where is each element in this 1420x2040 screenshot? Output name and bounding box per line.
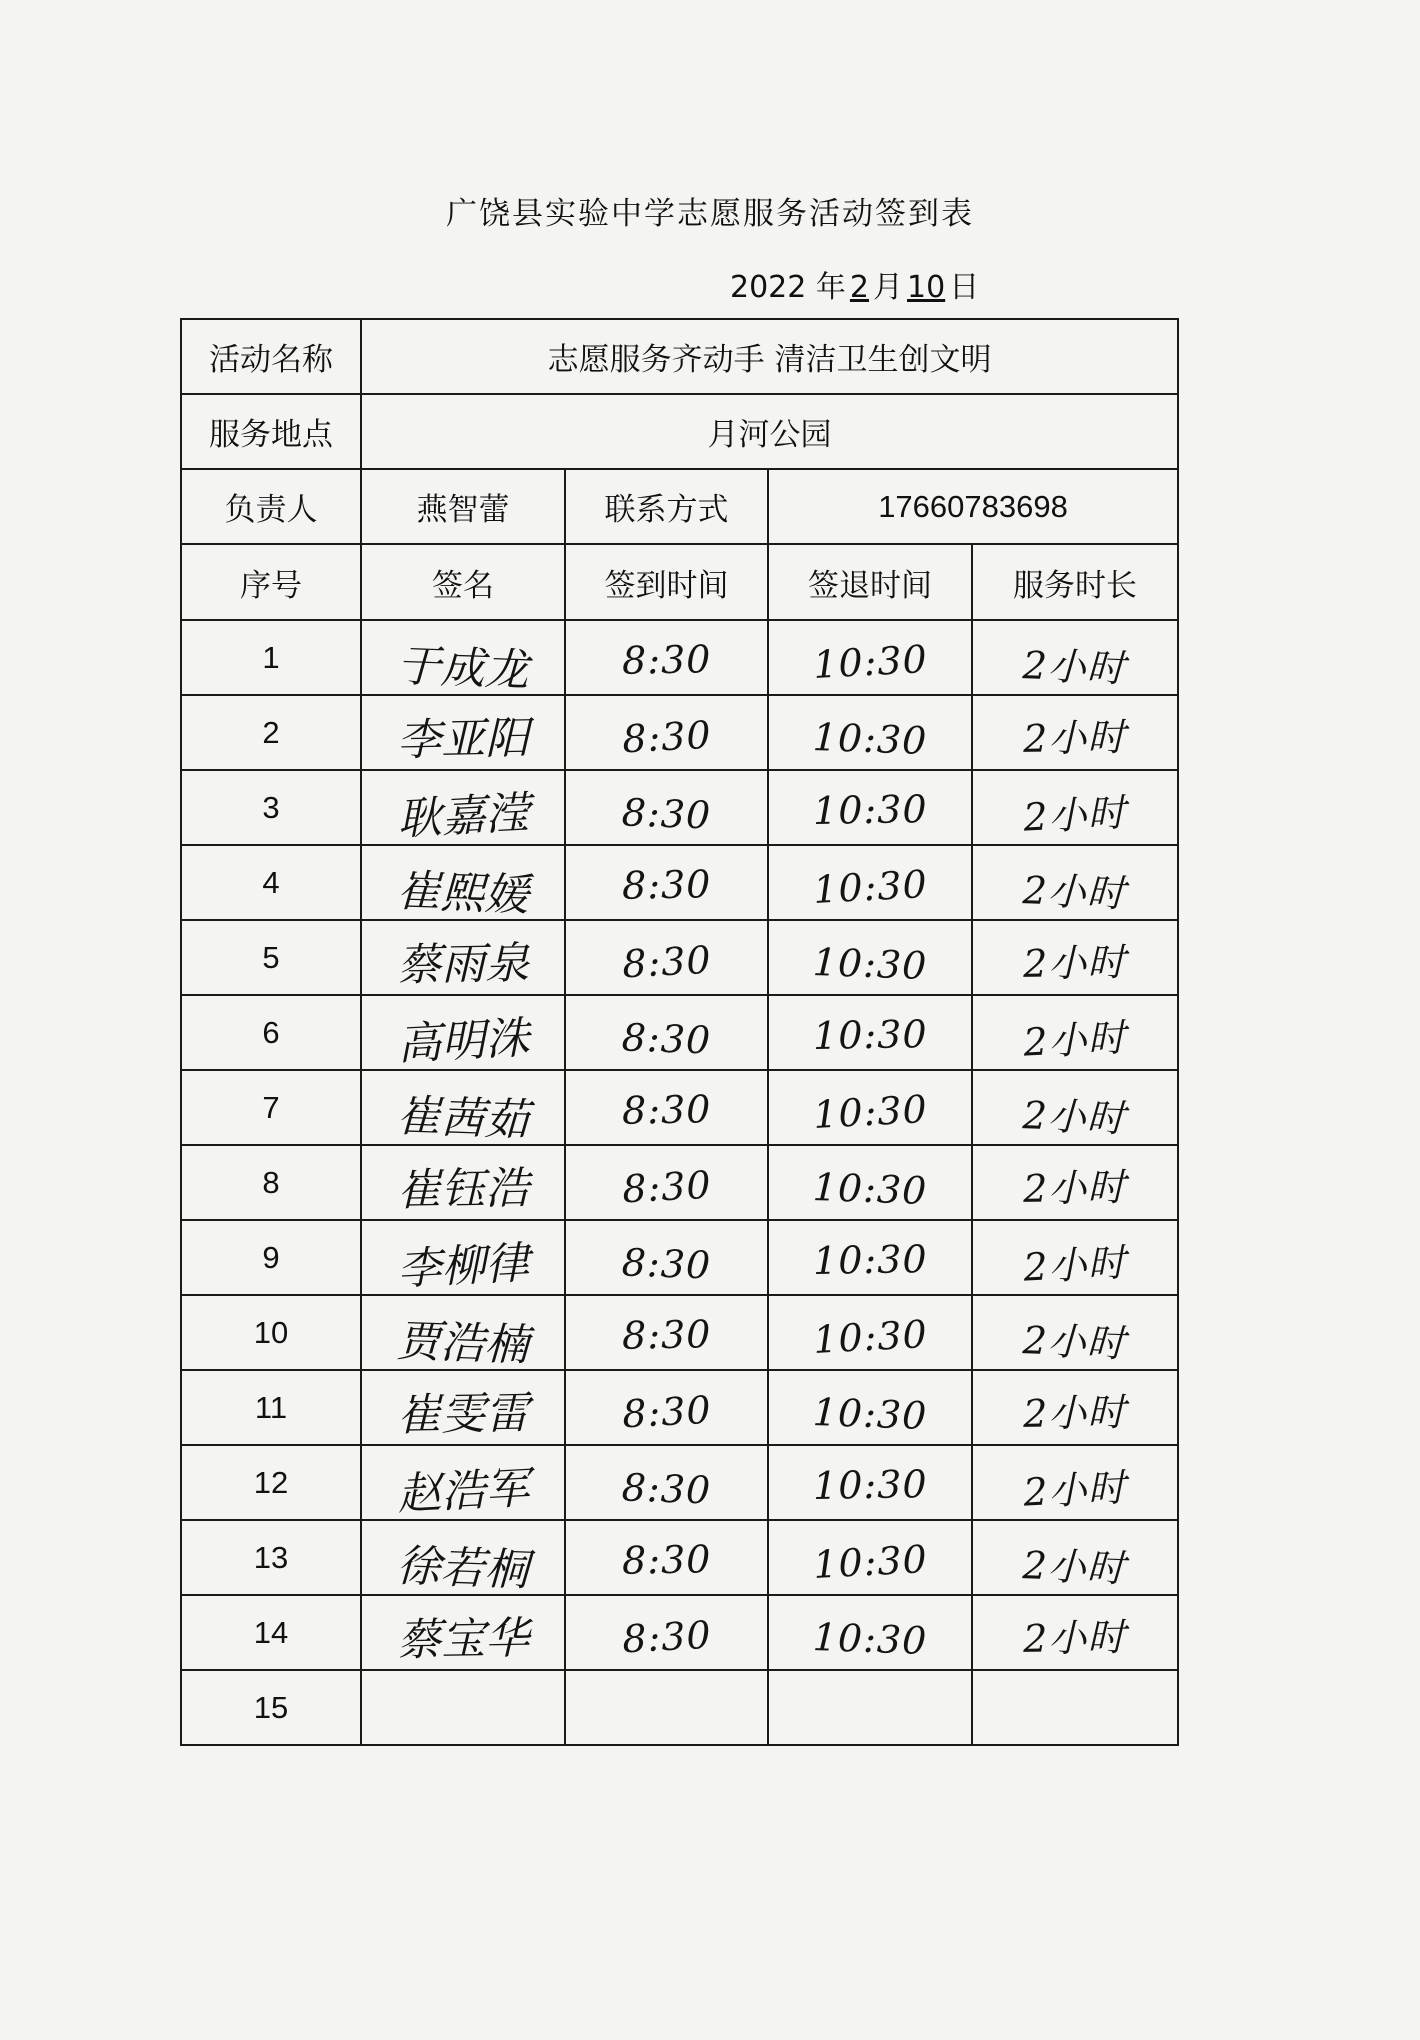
- row-number-cell: 8: [181, 1145, 361, 1220]
- sign-in-time-cell: [565, 1520, 768, 1595]
- date-year: 2022: [730, 270, 807, 305]
- sign-out-time: 10:30: [811, 636, 929, 687]
- signature: 蔡宝华: [396, 1612, 530, 1666]
- table-row: [181, 1070, 1178, 1145]
- table-row: [181, 1670, 1178, 1745]
- table-row: [181, 1445, 1178, 1520]
- sign-out-time-cell: [768, 1595, 972, 1670]
- signature-cell: [361, 1295, 565, 1370]
- signature: 李亚阳: [396, 712, 530, 766]
- row-number-cell: 5: [181, 920, 361, 995]
- signature-cell: [361, 1370, 565, 1445]
- sign-in-time: 8:30: [620, 1014, 712, 1063]
- sign-out-time-cell: [768, 1445, 972, 1520]
- sign-out-time-cell: [768, 1145, 972, 1220]
- location-row: [181, 394, 1178, 469]
- sheet-date: [730, 262, 979, 306]
- row-number-cell: 11: [181, 1370, 361, 1445]
- location-label: 服务地点: [181, 394, 361, 469]
- service-duration-cell: [972, 1445, 1178, 1520]
- sign-out-time: 10:30: [811, 1389, 928, 1438]
- table-row: [181, 620, 1178, 695]
- sign-out-time-cell: [768, 1370, 972, 1445]
- sign-out-time-cell: [768, 1295, 972, 1370]
- signature: 于成龙: [395, 640, 530, 696]
- sign-in-time-cell: [565, 1145, 768, 1220]
- sign-out-time: 10:30: [811, 939, 928, 988]
- sign-in-time-cell: [565, 1445, 768, 1520]
- service-duration: 2小时: [1022, 790, 1129, 840]
- sign-in-time: 8:30: [620, 1464, 712, 1513]
- signature-cell: [361, 995, 565, 1070]
- sign-in-time-cell: [565, 1370, 768, 1445]
- service-duration: 2小时: [1023, 1165, 1128, 1211]
- service-duration: 2小时: [1022, 1240, 1129, 1290]
- sign-out-time-cell: [768, 845, 972, 920]
- signature: 李柳律: [396, 1237, 531, 1295]
- signature: 蔡雨泉: [396, 937, 530, 991]
- sign-in-time-cell: [565, 1295, 768, 1370]
- sign-in-time: 8:30: [621, 1086, 712, 1133]
- sign-in-time: 8:30: [620, 789, 712, 838]
- sign-out-time-cell: [768, 995, 972, 1070]
- service-duration-cell: [972, 1595, 1178, 1670]
- activity-label: 活动名称: [181, 319, 361, 394]
- service-duration: 2小时: [1022, 1093, 1128, 1141]
- signature: 徐若桐: [395, 1540, 530, 1596]
- sign-out-time-cell: [768, 1520, 972, 1595]
- table-row: [181, 1145, 1178, 1220]
- sign-in-time: 8:30: [621, 861, 712, 908]
- column-header-signature: 签名: [361, 544, 565, 620]
- sign-in-time-cell: [565, 1220, 768, 1295]
- sign-out-time: 10:30: [811, 1164, 928, 1213]
- sign-in-time: 8:30: [621, 1311, 712, 1358]
- sign-out-time-cell: [768, 770, 972, 845]
- sign-in-time: 8:30: [620, 1387, 713, 1436]
- row-number-cell: 4: [181, 845, 361, 920]
- table-row: [181, 770, 1178, 845]
- sign-out-time: 10:30: [811, 1614, 928, 1663]
- service-duration-cell: [972, 995, 1178, 1070]
- service-duration: 2小时: [1022, 868, 1128, 916]
- leader-label: 负责人: [181, 469, 361, 544]
- page-title: 广饶县实验中学志愿服务活动签到表: [446, 196, 974, 232]
- row-number-cell: 12: [181, 1445, 361, 1520]
- table-row: [181, 995, 1178, 1070]
- sign-in-time: 8:30: [620, 712, 713, 761]
- service-duration-cell: [972, 845, 1178, 920]
- contact-value: 17660783698: [768, 469, 1178, 544]
- service-duration-cell: [972, 1670, 1178, 1745]
- service-duration-cell: [972, 1295, 1178, 1370]
- row-number-cell: 3: [181, 770, 361, 845]
- service-duration: 2小时: [1022, 1543, 1128, 1591]
- service-duration: 2小时: [1022, 643, 1128, 691]
- row-number-cell: 2: [181, 695, 361, 770]
- signature-cell: [361, 1670, 565, 1745]
- activity-row: [181, 319, 1178, 394]
- signature-cell: [361, 1520, 565, 1595]
- sign-in-time-cell: [565, 1595, 768, 1670]
- sign-in-time: 8:30: [621, 636, 712, 683]
- signature: 崔熙媛: [395, 865, 530, 921]
- service-duration: 2小时: [1023, 715, 1128, 761]
- sign-in-time-cell: [565, 620, 768, 695]
- service-duration: 2小时: [1023, 1615, 1128, 1661]
- signature: 崔茜茹: [395, 1090, 530, 1146]
- row-number-cell: 9: [181, 1220, 361, 1295]
- sign-out-time: 10:30: [811, 1536, 929, 1587]
- sign-in-time-cell: [565, 770, 768, 845]
- contact-label: 联系方式: [565, 469, 768, 544]
- column-header-sign-in-time: 签到时间: [565, 544, 768, 620]
- sign-out-time: 10:30: [812, 1011, 928, 1058]
- sign-out-time: 10:30: [811, 861, 929, 912]
- column-header-sign-out-time: 签退时间: [768, 544, 972, 620]
- table-row: [181, 1220, 1178, 1295]
- table-header-row: [181, 544, 1178, 620]
- service-duration: 2小时: [1022, 1465, 1129, 1515]
- table-row: [181, 695, 1178, 770]
- sign-out-time-cell: [768, 1220, 972, 1295]
- service-duration-cell: [972, 695, 1178, 770]
- sign-in-time: 8:30: [620, 1162, 713, 1211]
- signature-cell: [361, 770, 565, 845]
- date-day-suffix: 日: [949, 270, 980, 305]
- service-duration-cell: [972, 620, 1178, 695]
- table-row: [181, 1370, 1178, 1445]
- sign-out-time-cell: [768, 695, 972, 770]
- sign-in-time-cell: [565, 1670, 768, 1745]
- table-row: [181, 920, 1178, 995]
- leader-value: 燕智蕾: [361, 469, 565, 544]
- service-duration: 2小时: [1023, 940, 1128, 986]
- activity-value: 志愿服务齐动手 清洁卫生创文明: [361, 319, 1178, 394]
- sign-out-time: 10:30: [811, 714, 928, 763]
- table-row: [181, 845, 1178, 920]
- signature: 崔钰浩: [396, 1162, 530, 1216]
- sign-in-time-cell: [565, 695, 768, 770]
- column-header-duration: 服务时长: [972, 544, 1178, 620]
- service-duration-cell: [972, 1520, 1178, 1595]
- signature: 崔雯雷: [396, 1387, 530, 1441]
- sign-out-time-cell: [768, 620, 972, 695]
- sign-out-time: 10:30: [812, 1236, 928, 1283]
- signature: 贾浩楠: [395, 1315, 530, 1371]
- sign-out-time-cell: [768, 1070, 972, 1145]
- signature-cell: [361, 1220, 565, 1295]
- signature: 耿嘉滢: [396, 787, 531, 845]
- column-header-no: 序号: [181, 544, 361, 620]
- sign-in-time-cell: [565, 1070, 768, 1145]
- signature-cell: [361, 620, 565, 695]
- row-number-cell: 14: [181, 1595, 361, 1670]
- location-value: 月河公园: [361, 394, 1178, 469]
- table-row: [181, 1520, 1178, 1595]
- date-year-suffix: 年: [815, 270, 846, 305]
- sign-in-table: [180, 318, 1179, 1746]
- signature-cell: [361, 1595, 565, 1670]
- date-month-suffix: 月: [873, 270, 903, 305]
- service-duration-cell: [972, 770, 1178, 845]
- signature-cell: [361, 1145, 565, 1220]
- sign-in-time: 8:30: [620, 1612, 713, 1661]
- signature: 赵浩军: [396, 1462, 531, 1520]
- date-day: 10: [907, 270, 946, 305]
- row-number-cell: 1: [181, 620, 361, 695]
- service-duration-cell: [972, 920, 1178, 995]
- signature-cell: [361, 695, 565, 770]
- signature: 高明洙: [396, 1012, 531, 1070]
- service-duration: 2小时: [1022, 1318, 1128, 1366]
- sign-out-time: 10:30: [811, 1086, 929, 1137]
- row-number-cell: 7: [181, 1070, 361, 1145]
- row-number-cell: 10: [181, 1295, 361, 1370]
- table-row: [181, 1595, 1178, 1670]
- service-duration: 2小时: [1022, 1015, 1129, 1065]
- sign-in-time: 8:30: [620, 937, 713, 986]
- sign-in-time-cell: [565, 845, 768, 920]
- row-number-cell: 15: [181, 1670, 361, 1745]
- row-number-cell: 13: [181, 1520, 361, 1595]
- sign-out-time: 10:30: [812, 1461, 928, 1508]
- sign-out-time-cell: [768, 920, 972, 995]
- sign-out-time: 10:30: [812, 786, 928, 833]
- table-row: [181, 1295, 1178, 1370]
- signature-cell: [361, 1070, 565, 1145]
- signature-cell: [361, 1445, 565, 1520]
- service-duration-cell: [972, 1145, 1178, 1220]
- sign-in-time: 8:30: [621, 1536, 712, 1583]
- sign-in-time-cell: [565, 995, 768, 1070]
- service-duration-cell: [972, 1070, 1178, 1145]
- sign-out-time-cell: [768, 1670, 972, 1745]
- service-duration-cell: [972, 1220, 1178, 1295]
- row-number-cell: 6: [181, 995, 361, 1070]
- leader-row: [181, 469, 1178, 544]
- service-duration-cell: [972, 1370, 1178, 1445]
- sign-in-time-cell: [565, 920, 768, 995]
- signature-cell: [361, 845, 565, 920]
- date-month: 2: [849, 270, 869, 305]
- service-duration: 2小时: [1023, 1390, 1128, 1436]
- sign-in-time: 8:30: [620, 1239, 712, 1288]
- signature-cell: [361, 920, 565, 995]
- sign-out-time: 10:30: [811, 1311, 929, 1362]
